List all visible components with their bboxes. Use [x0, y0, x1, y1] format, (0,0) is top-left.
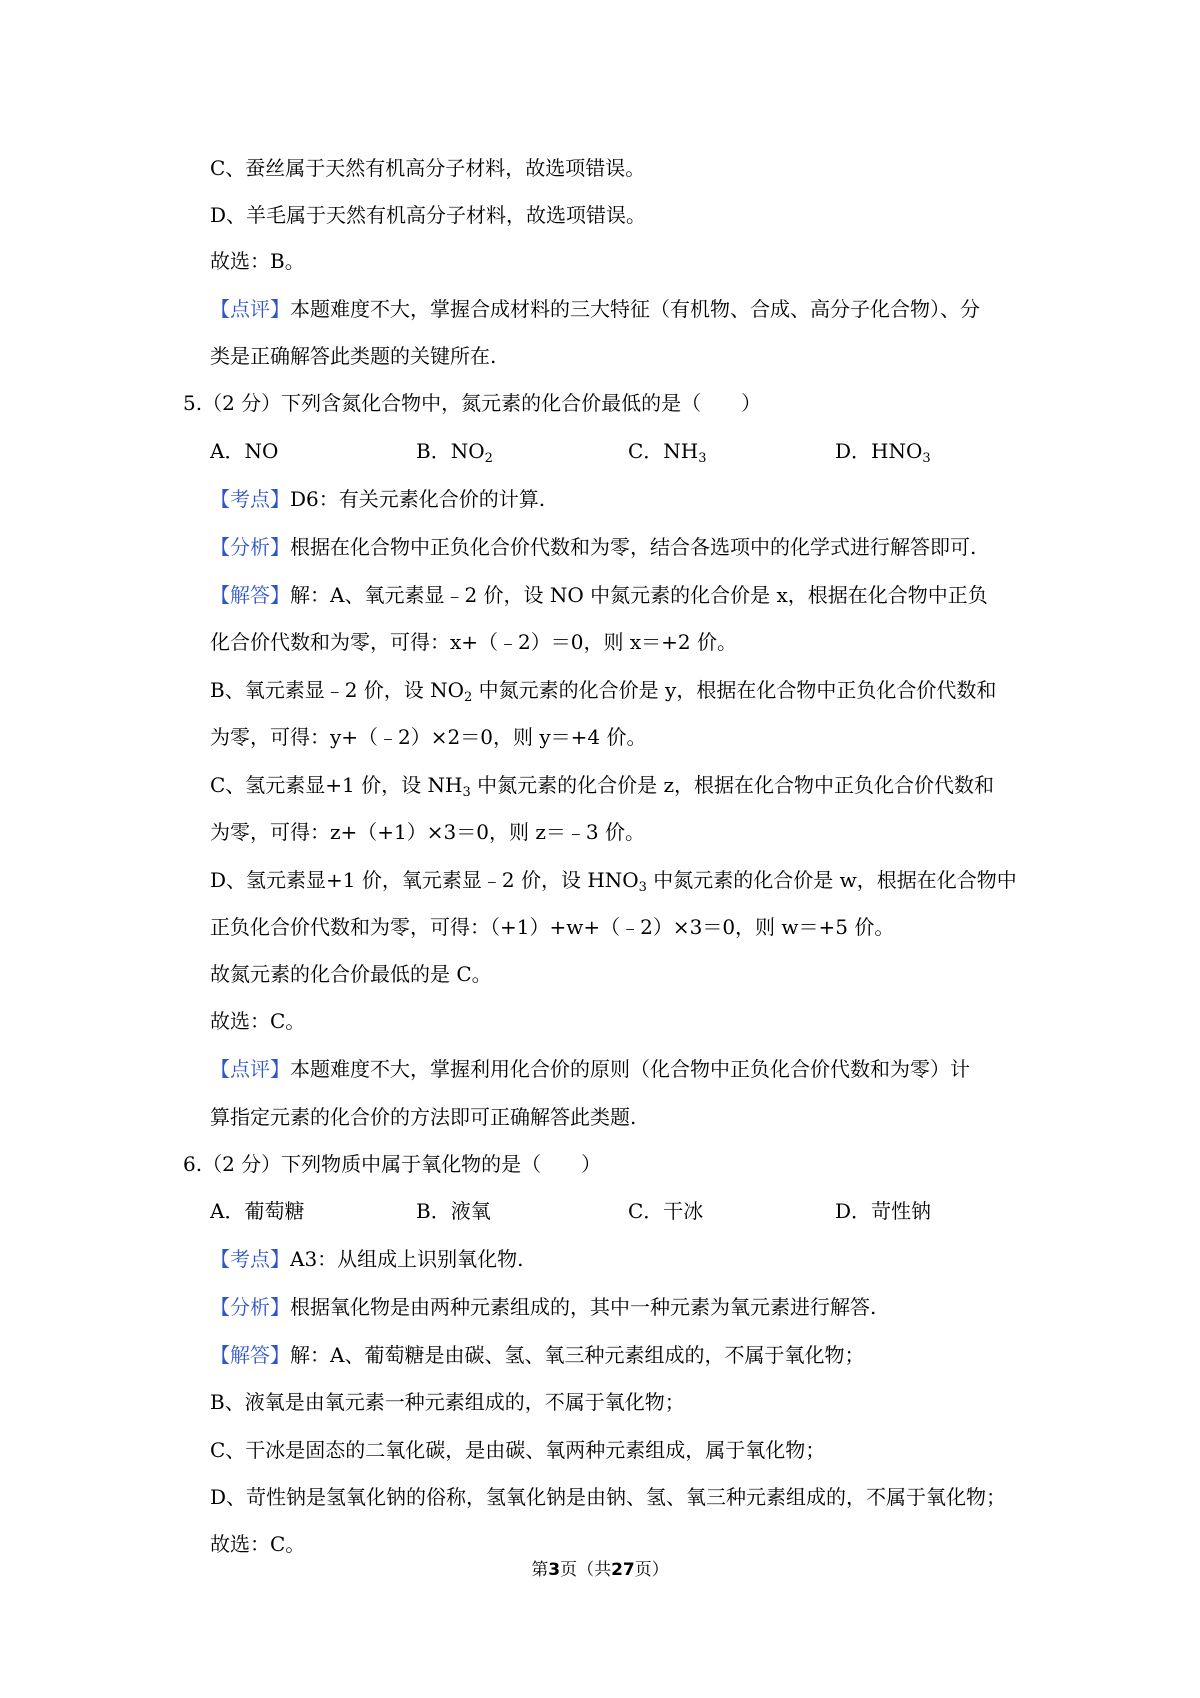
- option-d: D．苛性钠: [835, 1199, 932, 1223]
- option-d: D．$HNO_3$: [835, 439, 931, 466]
- option-b: B．$NO_2$: [416, 439, 493, 466]
- text-line: C、氢元素显+1 价，设 $NH_3$ 中氮元素的化合价是 z，根据在化合物中正负化合价代数和: [210, 773, 994, 800]
- text-line: 为零，可得：z+（+1）×3＝0，则 z＝﹣3 价。: [210, 820, 645, 844]
- text-line: 正负化合价代数和为零，可得：（+1）+w+（﹣2）×3＝0，则 w＝+5 价。: [210, 915, 895, 939]
- text-line: 化合价代数和为零，可得：x+（﹣2）＝0，则 x＝+2 价。: [210, 630, 737, 654]
- fenxi-tag: 【分析】: [210, 1295, 290, 1319]
- option-c: C．干冰: [628, 1199, 704, 1223]
- option-c: C．$NH_3$: [628, 439, 707, 466]
- option-a: A．葡萄糖: [210, 1199, 305, 1223]
- fenxi-tag: 【分析】: [210, 535, 290, 559]
- text-line: C、蚕丝属于天然有机高分子材料，故选项错误。: [210, 156, 646, 180]
- option-a: A．NO: [210, 439, 279, 463]
- kaodian-line: 【考点】A3：从组成上识别氧化物.: [210, 1247, 524, 1271]
- fenxi-line: 【分析】根据在化合物中正负化合价代数和为零，结合各选项中的化学式进行解答即可.: [210, 535, 977, 559]
- text-line: C、干冰是固态的二氧化碳，是由碳、氧两种元素组成，属于氧化物；: [210, 1438, 826, 1462]
- page-number: 3: [548, 1560, 561, 1580]
- text-line: D、羊毛属于天然有机高分子材料，故选项错误。: [210, 203, 647, 227]
- jieda-tag: 【解答】: [210, 1343, 290, 1367]
- text-line: 故选：C。: [210, 1532, 306, 1556]
- text-line: 算指定元素的化合价的方法即可正确解答此类题.: [210, 1105, 637, 1129]
- option-b: B．液氧: [416, 1199, 491, 1223]
- text-line: 故选：B。: [210, 249, 305, 273]
- question-5: 5.（2 分）下列含氮化合物中，氮元素的化合价最低的是（ ）: [183, 391, 762, 415]
- jieda-line: 【解答】解：A、氧元素显﹣2 价，设 NO 中氮元素的化合价是 x，根据在化合物中正负: [210, 583, 988, 607]
- jieda-tag: 【解答】: [210, 583, 290, 607]
- kaodian-tag: 【考点】: [210, 1247, 290, 1271]
- text-line: D、氢元素显+1 价，氧元素显﹣2 价，设 $HNO_3$ 中氮元素的化合价是 w，根据在化合物中: [210, 868, 1017, 895]
- text-line: 故选：C。: [210, 1009, 306, 1033]
- text-line: 类是正确解答此类题的关键所在.: [210, 344, 497, 368]
- comment-line: 【点评】本题难度不大，掌握利用化合价的原则（化合物中正负化合价代数和为零）计: [210, 1057, 970, 1081]
- comment-line: 【点评】本题难度不大，掌握合成材料的三大特征（有机物、合成、高分子化合物）、分: [210, 297, 980, 321]
- text-line: 故氮元素的化合价最低的是 C。: [210, 962, 492, 986]
- comment-tag: 【点评】: [210, 297, 290, 321]
- kaodian-line: 【考点】D6：有关元素化合价的计算.: [210, 487, 546, 511]
- page-total: 27: [611, 1560, 635, 1580]
- page-footer: 第3页（共27页）: [531, 1560, 669, 1580]
- text-line: D、苛性钠是氢氧化钠的俗称，氢氧化钠是由钠、氢、氧三种元素组成的，不属于氧化物；: [210, 1485, 1007, 1509]
- jieda-line: 【解答】解：A、葡萄糖是由碳、氢、氧三种元素组成的，不属于氧化物；: [210, 1343, 865, 1367]
- text-line: 为零，可得：y+（﹣2）×2＝0，则 y＝+4 价。: [210, 725, 647, 749]
- fenxi-line: 【分析】根据氧化物是由两种元素组成的，其中一种元素为氧元素进行解答.: [210, 1295, 877, 1319]
- text-line: B、液氧是由氧元素一种元素组成的，不属于氧化物；: [210, 1390, 685, 1414]
- kaodian-tag: 【考点】: [210, 487, 290, 511]
- question-6: 6.（2 分）下列物质中属于氧化物的是（ ）: [183, 1152, 602, 1176]
- text-line: B、氧元素显﹣2 价，设 $NO_2$ 中氮元素的化合价是 y，根据在化合物中正负化合价代数和: [210, 678, 997, 705]
- comment-tag: 【点评】: [210, 1057, 290, 1081]
